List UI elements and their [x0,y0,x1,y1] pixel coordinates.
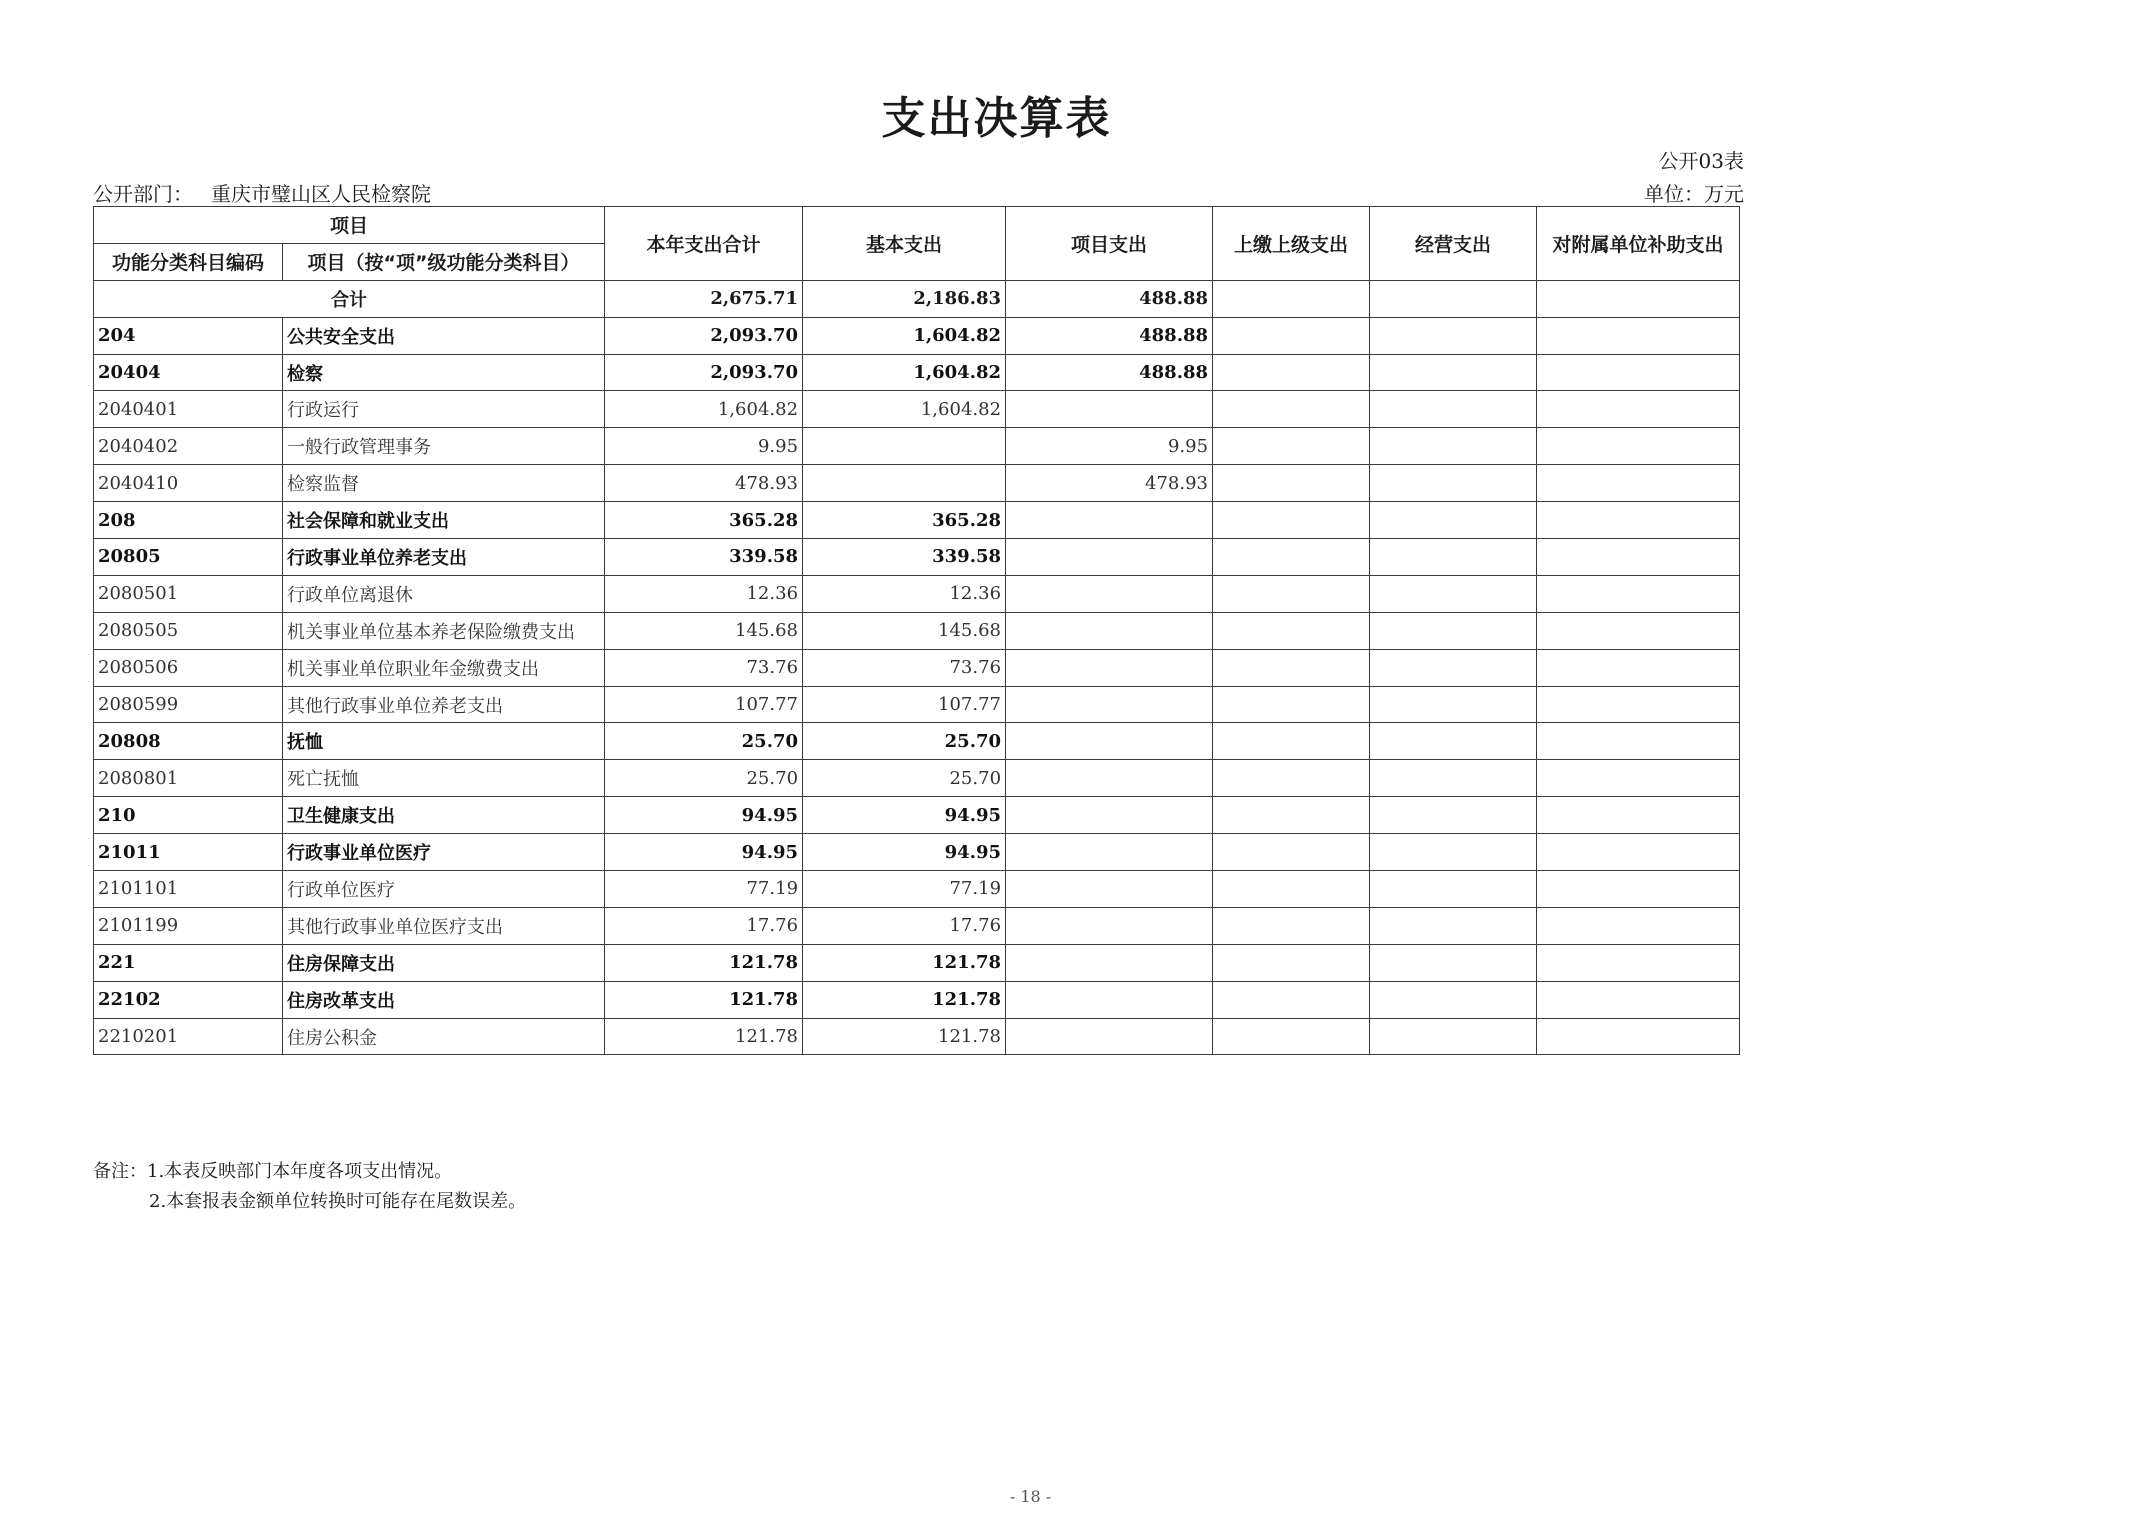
basic-cell: 77.19 [803,871,1006,908]
subsidy-cell [1537,317,1740,354]
upper-cell [1213,723,1370,760]
basic-cell: 25.70 [803,760,1006,797]
table-row [94,391,1740,428]
business-cell [1370,944,1537,981]
subsidy-cell [1537,465,1740,502]
business-cell [1370,280,1537,317]
code-cell: 208 [94,502,283,539]
subsidy-cell [1537,612,1740,649]
code-cell: 22102 [94,981,283,1018]
code-cell: 20808 [94,723,283,760]
table-row [94,502,1740,539]
table-row [94,317,1740,354]
page-number: - 18 - [1009,1487,1052,1506]
upper-cell [1213,1018,1370,1055]
project-cell [1006,834,1213,871]
table-row [94,539,1740,576]
upper-cell [1213,391,1370,428]
name-cell: 行政事业单位医疗 [283,834,605,871]
subsidy-cell [1537,907,1740,944]
total-cell: 2,675.71 [605,280,803,317]
upper-cell [1213,465,1370,502]
project-cell [1006,391,1213,428]
upper-cell [1213,502,1370,539]
table-row [94,981,1740,1018]
basic-cell: 121.78 [803,944,1006,981]
table-row [94,428,1740,465]
total-cell: 365.28 [605,502,803,539]
project-cell [1006,649,1213,686]
page-title: 支出决算表 [881,93,1112,144]
name-cell: 行政单位医疗 [283,871,605,908]
total-cell: 77.19 [605,871,803,908]
total-cell: 1,604.82 [605,391,803,428]
name-cell: 死亡抚恤 [283,760,605,797]
upper-cell [1213,649,1370,686]
code-cell: 2040402 [94,428,283,465]
basic-cell: 94.95 [803,797,1006,834]
subsidy-cell [1537,981,1740,1018]
subsidy-cell [1537,760,1740,797]
header-basic: 基本支出 [803,207,1006,281]
total-cell: 339.58 [605,539,803,576]
total-row [94,280,1740,317]
subsidy-cell [1537,723,1740,760]
upper-cell [1213,539,1370,576]
code-cell: 2080501 [94,575,283,612]
header-code: 功能分类科目编码 [94,243,283,280]
upper-cell [1213,760,1370,797]
basic-cell: 145.68 [803,612,1006,649]
project-cell [1006,502,1213,539]
business-cell [1370,317,1537,354]
note-1: 备注：1.本表反映部门本年度各项支出情况。 [93,1161,453,1182]
total-cell: 73.76 [605,649,803,686]
project-cell [1006,944,1213,981]
department-line [93,178,431,207]
table-row [94,649,1740,686]
business-cell [1370,797,1537,834]
business-cell [1370,539,1537,576]
upper-cell [1213,981,1370,1018]
basic-cell: 107.77 [803,686,1006,723]
subsidy-cell [1537,354,1740,391]
total-cell: 145.68 [605,612,803,649]
basic-cell: 73.76 [803,649,1006,686]
basic-cell [803,428,1006,465]
header-name: 项目（按“项”级功能分类科目） [283,243,605,280]
name-cell: 行政运行 [283,391,605,428]
name-cell: 其他行政事业单位养老支出 [283,686,605,723]
subsidy-cell [1537,280,1740,317]
project-cell [1006,1018,1213,1055]
name-cell: 抚恤 [283,723,605,760]
upper-cell [1213,317,1370,354]
header-total: 本年支出合计 [605,207,803,281]
code-cell: 20404 [94,354,283,391]
basic-cell: 1,604.82 [803,354,1006,391]
subsidy-cell [1537,834,1740,871]
basic-cell: 17.76 [803,907,1006,944]
business-cell [1370,502,1537,539]
business-cell [1370,575,1537,612]
basic-cell [803,465,1006,502]
table-row [94,612,1740,649]
subsidy-cell [1537,944,1740,981]
header-project-expenditure: 项目支出 [1006,207,1213,281]
name-cell: 住房公积金 [283,1018,605,1055]
total-cell: 94.95 [605,834,803,871]
basic-cell: 339.58 [803,539,1006,576]
code-cell: 2080801 [94,760,283,797]
basic-cell: 94.95 [803,834,1006,871]
business-cell [1370,723,1537,760]
upper-cell [1213,612,1370,649]
business-cell [1370,871,1537,908]
notes [93,1157,526,1217]
name-cell: 一般行政管理事务 [283,428,605,465]
name-cell: 检察 [283,354,605,391]
business-cell [1370,834,1537,871]
name-cell: 检察监督 [283,465,605,502]
upper-cell [1213,871,1370,908]
name-cell: 卫生健康支出 [283,797,605,834]
upper-cell [1213,797,1370,834]
total-cell: 25.70 [605,723,803,760]
upper-cell [1213,354,1370,391]
project-cell [1006,760,1213,797]
basic-cell: 2,186.83 [803,280,1006,317]
basic-cell: 121.78 [803,981,1006,1018]
code-cell: 2080599 [94,686,283,723]
name-cell: 机关事业单位职业年金缴费支出 [283,649,605,686]
basic-cell: 12.36 [803,575,1006,612]
code-cell: 2040410 [94,465,283,502]
subsidy-cell [1537,871,1740,908]
project-cell [1006,575,1213,612]
upper-cell [1213,834,1370,871]
business-cell [1370,428,1537,465]
upper-cell [1213,428,1370,465]
code-cell: 2210201 [94,1018,283,1055]
basic-cell: 25.70 [803,723,1006,760]
project-cell [1006,797,1213,834]
total-cell: 94.95 [605,797,803,834]
name-cell: 公共安全支出 [283,317,605,354]
business-cell [1370,686,1537,723]
name-cell: 行政单位离退休 [283,575,605,612]
code-cell: 210 [94,797,283,834]
total-cell: 121.78 [605,1018,803,1055]
total-cell: 2,093.70 [605,354,803,391]
table-row [94,907,1740,944]
table-row [94,760,1740,797]
unit-label: 单位：万元 [1644,182,1744,206]
basic-cell: 1,604.82 [803,317,1006,354]
basic-cell: 365.28 [803,502,1006,539]
total-cell: 2,093.70 [605,317,803,354]
total-cell: 478.93 [605,465,803,502]
total-label: 合计 [94,280,605,317]
subsidy-cell [1537,428,1740,465]
project-cell [1006,723,1213,760]
subsidy-cell [1537,575,1740,612]
table-row [94,1018,1740,1055]
table-row [94,686,1740,723]
project-cell: 9.95 [1006,428,1213,465]
project-cell: 478.93 [1006,465,1213,502]
project-cell [1006,686,1213,723]
upper-cell [1213,907,1370,944]
name-cell: 社会保障和就业支出 [283,502,605,539]
table-row [94,723,1740,760]
project-cell [1006,907,1213,944]
code-cell: 204 [94,317,283,354]
header-project: 项目 [94,207,605,244]
total-cell: 9.95 [605,428,803,465]
basic-cell: 121.78 [803,1018,1006,1055]
business-cell [1370,612,1537,649]
total-cell: 107.77 [605,686,803,723]
business-cell [1370,649,1537,686]
table-row [94,797,1740,834]
department-label: 公开部门： [93,182,193,206]
project-cell [1006,981,1213,1018]
header-upper-level: 上缴上级支出 [1213,207,1370,281]
total-cell: 12.36 [605,575,803,612]
total-cell: 121.78 [605,981,803,1018]
form-number: 公开03表 [1658,149,1744,173]
expenditure-table [93,206,1740,1055]
upper-cell [1213,575,1370,612]
header-subsidy: 对附属单位补助支出 [1537,207,1740,281]
table-row [94,834,1740,871]
name-cell: 机关事业单位基本养老保险缴费支出 [283,612,605,649]
project-cell [1006,612,1213,649]
project-cell [1006,539,1213,576]
project-cell: 488.88 [1006,317,1213,354]
code-cell: 2080505 [94,612,283,649]
code-cell: 221 [94,944,283,981]
header-business: 经营支出 [1370,207,1537,281]
name-cell: 行政事业单位养老支出 [283,539,605,576]
upper-cell [1213,686,1370,723]
code-cell: 2101101 [94,871,283,908]
subsidy-cell [1537,502,1740,539]
upper-cell [1213,280,1370,317]
code-cell: 2101199 [94,907,283,944]
business-cell [1370,391,1537,428]
name-cell: 其他行政事业单位医疗支出 [283,907,605,944]
name-cell: 住房保障支出 [283,944,605,981]
basic-cell: 1,604.82 [803,391,1006,428]
total-cell: 25.70 [605,760,803,797]
subsidy-cell [1537,649,1740,686]
subsidy-cell [1537,539,1740,576]
subsidy-cell [1537,797,1740,834]
table-row [94,575,1740,612]
code-cell: 21011 [94,834,283,871]
table-row [94,465,1740,502]
project-cell: 488.88 [1006,354,1213,391]
upper-cell [1213,944,1370,981]
code-cell: 2040401 [94,391,283,428]
table-row [94,944,1740,981]
business-cell [1370,907,1537,944]
table-row [94,354,1740,391]
name-cell: 住房改革支出 [283,981,605,1018]
project-cell [1006,871,1213,908]
subsidy-cell [1537,1018,1740,1055]
subsidy-cell [1537,391,1740,428]
total-cell: 121.78 [605,944,803,981]
subsidy-cell [1537,686,1740,723]
total-cell: 17.76 [605,907,803,944]
business-cell [1370,354,1537,391]
note-2: 2.本套报表金额单位转换时可能存在尾数误差。 [149,1191,527,1212]
business-cell [1370,465,1537,502]
business-cell [1370,1018,1537,1055]
code-cell: 20805 [94,539,283,576]
business-cell [1370,981,1537,1018]
business-cell [1370,760,1537,797]
table-row [94,871,1740,908]
department-value: 重庆市璧山区人民检察院 [211,182,431,206]
code-cell: 2080506 [94,649,283,686]
project-cell: 488.88 [1006,280,1213,317]
